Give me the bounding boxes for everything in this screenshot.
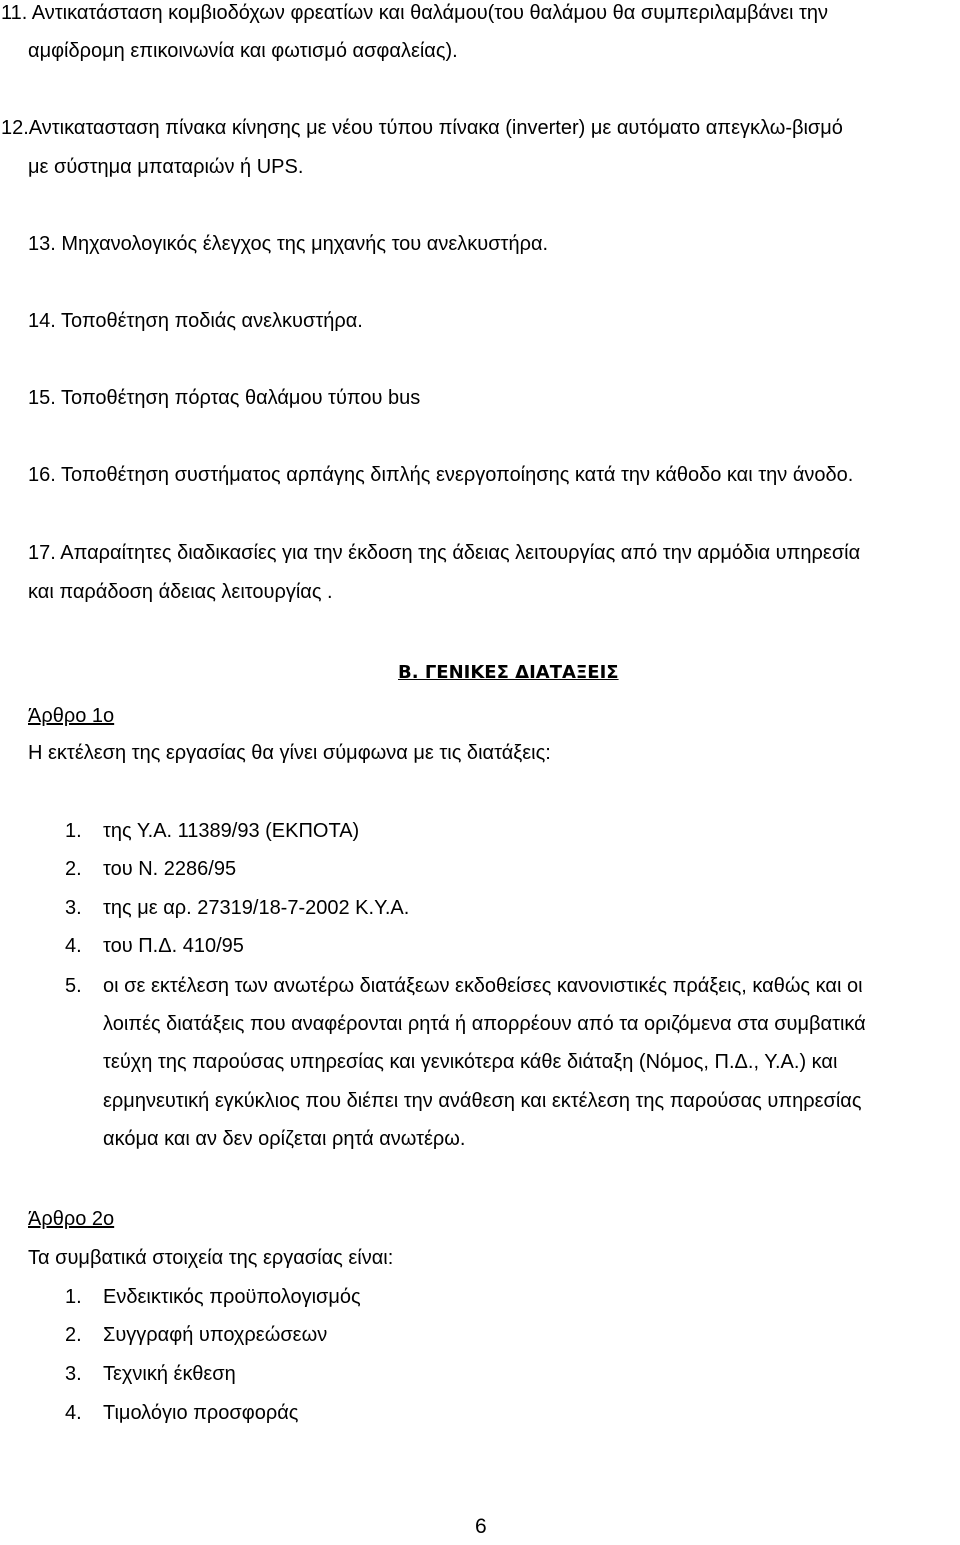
item-16: 16. Τοποθέτηση συστήματος αρπάγης διπλής ενεργοποίησης κατά την κάθοδο και την άνοδο. (28, 464, 854, 486)
article-2-title: Άρθρο 2ο (28, 1208, 115, 1230)
list-item-5-line-2: λοιπές διατάξεις που αναφέρονται ρητά ή απορρέουν από τα οριζόμενα στα συμβατικά (103, 1013, 866, 1035)
article-1-intro: Η εκτέλεση της εργασίας θα γίνει σύμφωνα με τις διατάξεις: (28, 742, 551, 764)
article-2-intro: Τα συμβατικά στοιχεία της εργασίας είναι: (28, 1247, 394, 1269)
list-item-number: 2. (65, 1324, 82, 1346)
list-item-number: 3. (65, 897, 82, 919)
item-13: 13. Μηχανολογικός έλεγχος της μηχανής του ανελκυστήρα. (28, 233, 549, 255)
item-14: 14. Τοποθέτηση ποδιάς ανελκυστήρα. (28, 310, 363, 332)
list-item: Ενδεικτικός προϋπολογισμός (103, 1286, 361, 1308)
list-item: του Ν. 2286/95 (103, 858, 237, 880)
list-item: Συγγραφή υποχρεώσεων (103, 1324, 328, 1346)
item-17-line-2: και παράδοση άδειας λειτουργίας . (28, 581, 333, 603)
list-item: Τιμολόγιο προσφοράς (103, 1402, 299, 1424)
item-12-line-2: με σύστημα μπαταριών ή UPS. (28, 156, 304, 178)
item-11-line-2: αμφίδρομη επικοινωνία και φωτισμό ασφαλείας). (28, 40, 458, 62)
list-item-number: 2. (65, 858, 82, 880)
list-item-number: 1. (65, 820, 82, 842)
item-15: 15. Τοποθέτηση πόρτας θαλάμου τύπου bus (28, 387, 421, 409)
list-item: της Υ.Α. 11389/93 (ΕΚΠΟΤΑ) (103, 820, 360, 842)
section-heading: Β. ΓΕΝΙΚΕΣ ΔΙΑΤΑΞΕΙΣ (398, 662, 619, 683)
list-item-number: 3. (65, 1363, 82, 1385)
list-item-number: 5. (65, 975, 82, 997)
list-item-5-line-4: ερμηνευτική εγκύκλιος που διέπει την ανάθεση και εκτέλεση της παρούσας υπηρεσίας (103, 1090, 862, 1112)
list-item: του Π.Δ. 410/95 (103, 935, 244, 957)
list-item-5-line-3: τεύχη της παρούσας υπηρεσίας και γενικότερα κάθε διάταξη (Νόμος, Π.Δ., Υ.Α.) και (103, 1051, 838, 1073)
article-1-title: Άρθρο 1ο (28, 705, 115, 727)
list-item-5-line-5: ακόμα και αν δεν ορίζεται ρητά ανωτέρω. (103, 1128, 466, 1150)
list-item: της με αρ. 27319/18-7-2002 Κ.Υ.Α. (103, 897, 410, 919)
list-item-number: 1. (65, 1286, 82, 1308)
list-item: Τεχνική έκθεση (103, 1363, 236, 1385)
page-number: 6 (475, 1515, 487, 1538)
list-item-5-line-1: οι σε εκτέλεση των ανωτέρω διατάξεων εκδοθείσες κανονιστικές πράξεις, καθώς και οι (103, 975, 863, 997)
item-11-line-1: 11. Αντικατάσταση κομβιοδόχων φρεατίων και θαλάμου(του θαλάμου θα συμπεριλαμβάνει την (1, 2, 829, 24)
item-17-line-1: 17. Απαραίτητες διαδικασίες για την έκδοση της άδειας λειτουργίας από την αρμόδια υπηρεσία (28, 542, 861, 564)
item-12-line-1: 12.Αντικατασταση πίνακα κίνησης με νέου τύπου πίνακα (inverter) με αυτόματο απεγκλω-βισμό (1, 117, 843, 139)
list-item-number: 4. (65, 1402, 82, 1424)
list-item-number: 4. (65, 935, 82, 957)
